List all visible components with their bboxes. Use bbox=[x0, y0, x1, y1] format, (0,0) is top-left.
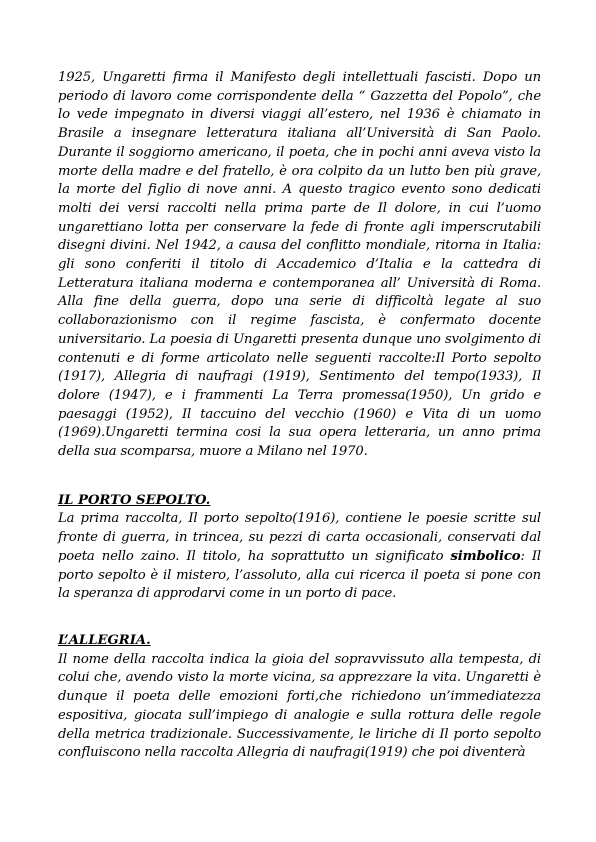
document-page bbox=[58, 69, 541, 763]
intro-paragraph: 1925, Ungaretti firma il Manifesto degli intellettuali fascisti. Dopo un periodo di lavoro come corrispondente della “ Gazzetta del Popolo”, che lo vede impegnato in diversi viaggi all’estero, nel 1936 è chiamato in Brasile a insegnare letteratura italiana all’Università di San Paolo. Durante il soggiorno americano, il poeta, che in pochi anni aveva visto la morte della madre e del fratello, è ora colpito da un lutto ben più grave, la morte del figlio di nove anni. A questo tragico evento sono dedicati molti dei versi raccolti nella prima parte de Il dolore, in cui l’uomo ungarettiano lotta per conservare la fede di fronte agli imperscrutabili disegni divini. Nel 1942, a causa del conflitto mondiale, ritorna in Italia: gli sono conferiti il titolo di Accademico d’Italia e la cattedra di Letteratura italiana moderna e contemporanea all’ Università di Roma. Alla fine della guerra, dopo una serie di difficoltà legate al suo collaborazionismo con il regime fascista, è confermato docente universitario. La poesia di Ungaretti presenta dunque uno svolgimento di contenuti e di forme articolato nelle seguenti raccolte:Il Porto sepolto (1917), Allegria di naufragi (1919), Sentimento del tempo(1933), Il dolore (1947), e i frammenti La Terra promessa(1950), Un grido e paesaggi (1952), Il taccuino del vecchio (1960) e Vita di un uomo (1969).Ungaretti termina cosi la sua opera letteraria, un anno prima della sua scomparsa, muore a Milano nel 1970. bbox=[58, 70, 541, 460]
emphasized-word: simbolico bbox=[450, 548, 521, 564]
section-paragraph-porto-sepolto bbox=[58, 510, 541, 604]
paragraph-text: La prima raccolta, Il porto sepolto(1916), contiene le poesie scritte sul fronte di guerra, in trincea, su pezzi di carta occasionali, conservati dal poeta nello zaino. Il titolo, ha soprattutto un significato bbox=[58, 511, 541, 564]
paragraph-spacer bbox=[58, 462, 541, 492]
paragraph-spacer bbox=[58, 604, 541, 632]
section-heading-allegria: L’ALLEGRIA. bbox=[58, 632, 151, 648]
paragraph-text: : Il porto sepolto è il mistero, l’assoluto, alla cui ricerca il poeta si pone con la speranza di approdarvi come in un porto di pace. bbox=[58, 548, 541, 602]
section-paragraph-allegria: Il nome della raccolta indica la gioia del sopravvissuto alla tempesta, di colui che, avendo visto la morte vicina, sa apprezzare la vita. Ungaretti è dunque il poeta delle emozioni forti,che richiedono un’immediatezza espositiva, giocata sull’impiego di analogie e sulla rottura delle regole della metrica tradizionale. Successivamente, le liriche di Il porto sepolto confluiscono nella raccolta Allegria di naufragi(1919) che poi diventerà bbox=[58, 651, 541, 761]
section-heading-porto-sepolto: IL PORTO SEPOLTO. bbox=[58, 492, 211, 508]
